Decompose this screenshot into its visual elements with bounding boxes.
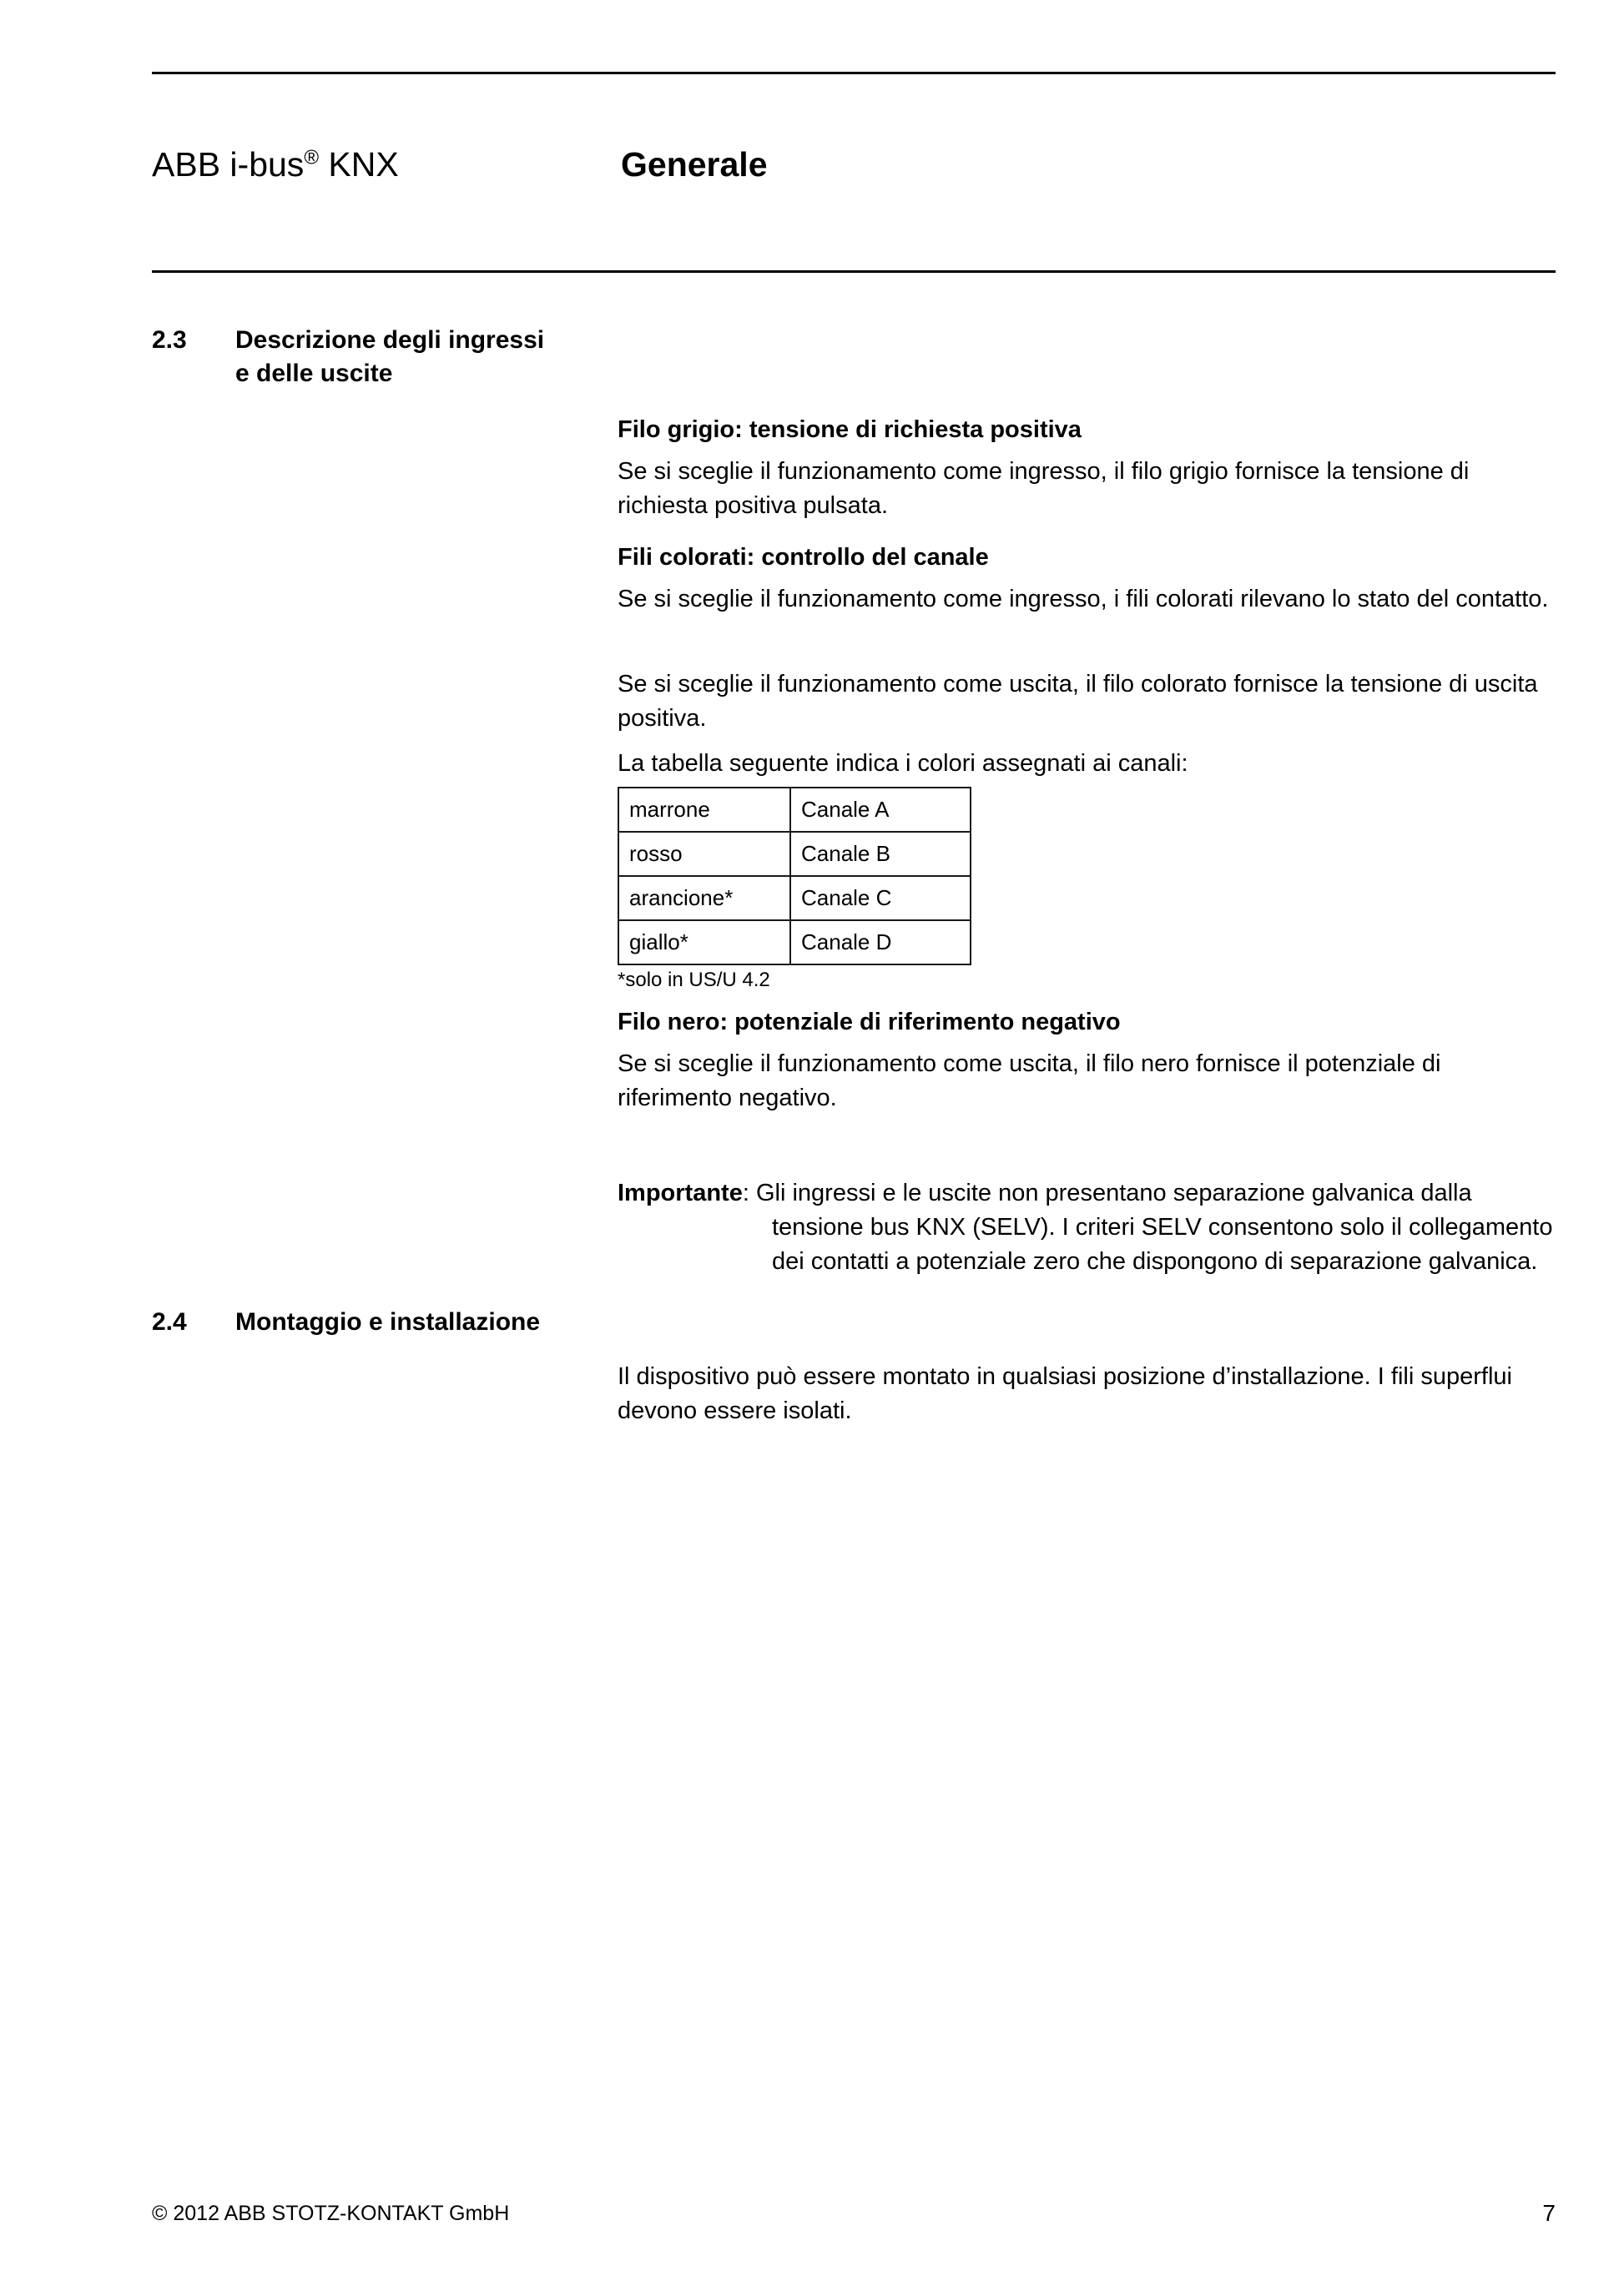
- table-cell-color: arancione*: [618, 876, 790, 920]
- page-footer: [152, 2199, 1556, 2233]
- grey-wire-paragraph-text: Se si sceglie il funzionamento come ingresso, il filo grigio fornisce la tensione di richiesta positiva pulsata.: [618, 458, 1470, 519]
- table-row: [618, 832, 971, 876]
- black-wire-paragraph: [618, 1047, 1554, 1115]
- colored-wires-paragraph-1: [618, 582, 1554, 617]
- table-intro: [618, 747, 1554, 781]
- table-cell-channel: Canale C: [790, 876, 971, 920]
- colored-wires-paragraph-1-text: Se si sceglie il funzionamento come ingresso, i fili colorati rilevano lo stato del contatto.: [618, 586, 1549, 612]
- colored-wires-paragraph-2: [618, 667, 1554, 736]
- table-cell-channel: Canale A: [790, 788, 971, 832]
- channel-color-table: [618, 787, 971, 965]
- footer-page-number: 7: [1542, 2200, 1556, 2226]
- section-number-2-3: 2.3: [152, 326, 187, 354]
- table-cell-color: rosso: [618, 832, 790, 876]
- section-title-2-3-line1: Descrizione degli ingressi: [235, 326, 545, 354]
- table-intro-text: La tabella seguente indica i colori assegnati ai canali:: [618, 750, 1188, 777]
- black-wire-heading: [618, 1005, 1554, 1040]
- table-cell-color: marrone: [618, 788, 790, 832]
- table-cell-channel: Canale B: [790, 832, 971, 876]
- table-footnote: *solo in US/U 4.2: [618, 969, 770, 991]
- important-separator: :: [742, 1180, 756, 1206]
- brand-title: [152, 144, 399, 185]
- important-label: Importante: [618, 1180, 743, 1206]
- section-title-2-4: Montaggio e installazione: [235, 1308, 541, 1336]
- table-cell-channel: Canale D: [790, 920, 971, 964]
- colored-wires-paragraph-2-text: Se si sceglie il funzionamento come uscita, il filo colorato fornisce la tensione di uscita positiva.: [618, 671, 1538, 732]
- table-cell-color: giallo*: [618, 920, 790, 964]
- grey-wire-heading: [618, 413, 1554, 447]
- footer-copyright: © 2012 ABB STOTZ-KONTAKT GmbH: [152, 2202, 510, 2225]
- header-rule-top: [152, 72, 1556, 74]
- brand-name: ABB i-bus: [152, 145, 305, 184]
- section-title-2-3-line2: e delle uscite: [235, 360, 393, 387]
- important-text: Gli ingressi e le uscite non presentano separazione galvanica dalla tensione bus KNX (SELV). I criteri SELV consentono solo il collegamento dei contatti a potenziale zero che dispongono di separazione galvanica.: [755, 1180, 1553, 1275]
- header-chapter-title: Generale: [621, 145, 768, 184]
- section-title-2-3: [235, 324, 594, 390]
- page-header: [152, 144, 1556, 202]
- important-callout: [618, 1176, 1554, 1279]
- important-callout-paragraph: [618, 1176, 1554, 1279]
- brand-product: KNX: [319, 145, 399, 184]
- header-rule-bottom: [152, 270, 1556, 273]
- registered-trademark-icon: ®: [304, 146, 319, 169]
- grey-wire-paragraph: [618, 455, 1554, 523]
- black-wire-heading-text: Filo nero: potenziale di riferimento negativo: [618, 1009, 1121, 1035]
- table-row: [618, 920, 971, 964]
- mounting-paragraph: [618, 1360, 1554, 1428]
- table-row: [618, 876, 971, 920]
- table-row: [618, 788, 971, 832]
- colored-wires-heading-text: Fili colorati: controllo del canale: [618, 544, 989, 571]
- mounting-paragraph-text: Il dispositivo può essere montato in qualsiasi posizione d’installazione. I fili superflui devono essere isolati.: [618, 1363, 1512, 1424]
- grey-wire-heading-text: Filo grigio: tensione di richiesta positiva: [618, 416, 1082, 443]
- section-number-2-4: 2.4: [152, 1308, 187, 1336]
- channel-color-table-wrapper: [618, 787, 1554, 993]
- black-wire-paragraph-text: Se si sceglie il funzionamento come uscita, il filo nero fornisce il potenziale di riferimento negativo.: [618, 1050, 1441, 1111]
- colored-wires-heading: [618, 541, 1554, 575]
